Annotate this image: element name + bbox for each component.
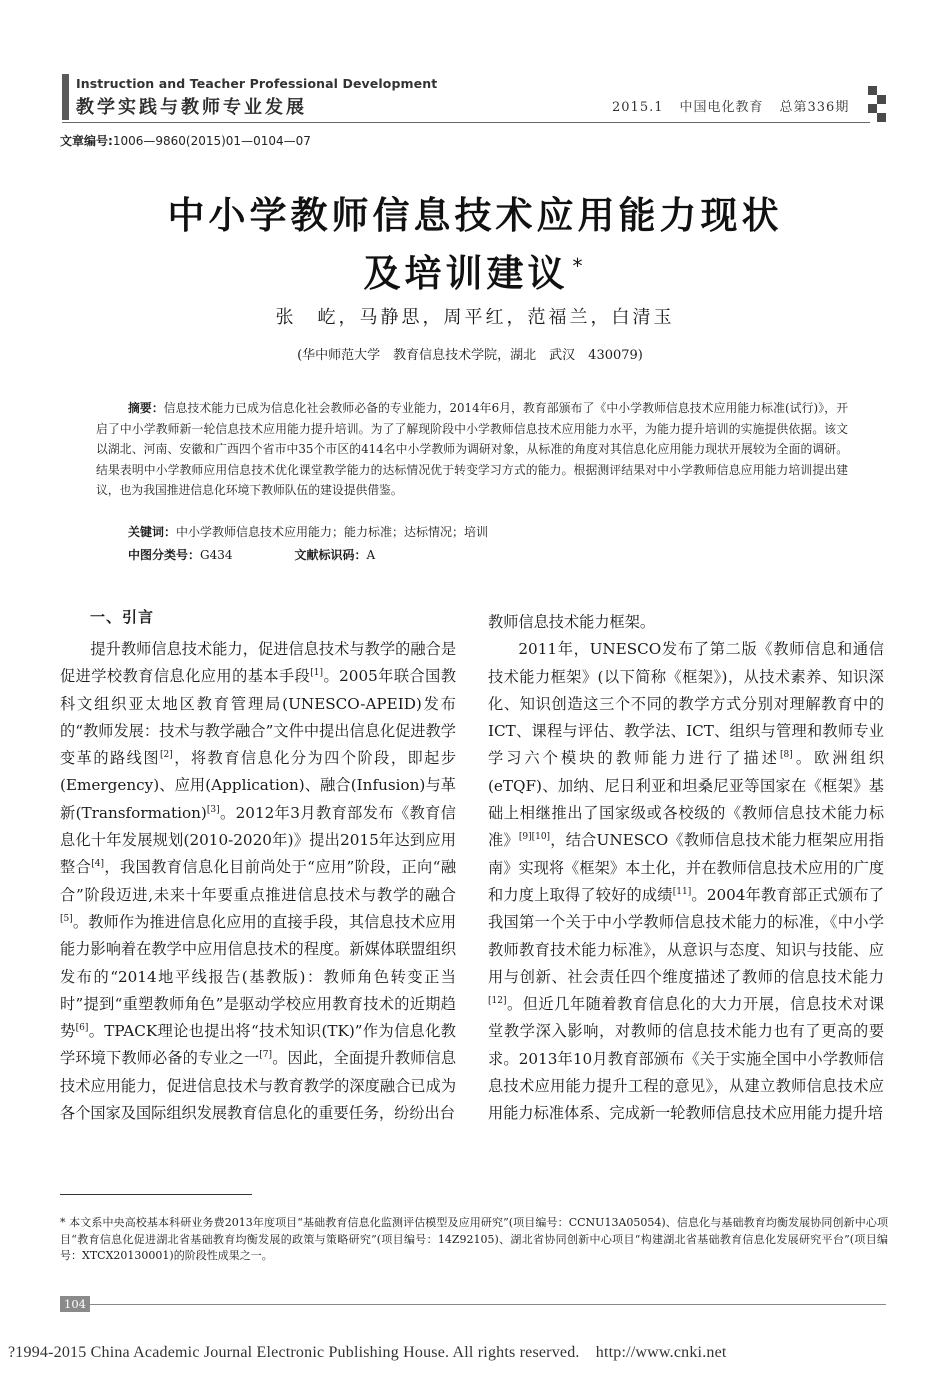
citation[interactable]: [11] (672, 886, 692, 897)
citation[interactable]: [6] (75, 1023, 89, 1034)
abstract-text: 信息技术能力已成为信息化社会教师必备的专业能力，2014年6月，教育部颁布了《中小学教师信息技术应用能力标准(试行)》，开启了中小学教师新一轮信息技术应用能力提升培训。为了了解现阶段中小学教师信息技术应用能力水平，为能力提升培训的实施提供依据。该文以湖北、河南、安徽和广西四个省市中35个市区的414名中小学教师为调研对象，从标准的角度对其信息化应用能力现状开展较为全面的调研。结果表明中小学教师应用信息技术优化课堂教学能力的达标情况优于转变学习方式的能力。根据测评结果对中小学教师信息应用能力培训提出建议，也为我国推进信息化环境下教师队伍的建设提供借鉴。 (96, 401, 848, 498)
keywords-text: 中小学教师信息技术应用能力；能力标准；达标情况；培训 (176, 525, 489, 539)
doc-code-value: A (366, 548, 376, 562)
issue-info (612, 96, 865, 115)
abstract (96, 398, 848, 501)
abstract-label: 摘要： (128, 401, 164, 415)
page-number: 104 (60, 1296, 90, 1312)
body-right-column (488, 609, 884, 1128)
citation[interactable]: [1] (310, 668, 324, 679)
journal-section-cn: 教学实践与教师专业发展 (76, 97, 307, 118)
citation[interactable]: [2] (159, 750, 173, 761)
footer-rule (90, 1304, 886, 1305)
title-footnote-marker: * (572, 253, 587, 278)
total-issue: 总第336期 (779, 100, 850, 115)
article-title-line1: 中小学教师信息技术应用能力现状 (167, 194, 783, 237)
copyright-notice: ?1994-2015 China Academic Journal Electronic Publishing House. All rights reserved. http://www.cnki.net (8, 1344, 727, 1361)
citation[interactable]: [12] (488, 996, 507, 1007)
citation[interactable]: [7] (259, 1050, 273, 1061)
paragraph-continuation: 教师信息技术能力框架。 (488, 613, 656, 631)
doc-code-label: 文献标识码： (294, 548, 367, 562)
article-number-label: 文章编号: (60, 134, 113, 148)
magazine-name: 中国电化教育 (679, 100, 764, 115)
header-rule (62, 122, 870, 123)
citation[interactable]: [5] (60, 913, 73, 924)
citation[interactable]: [4] (91, 859, 104, 870)
footnote-rule (60, 1194, 252, 1195)
article-title-line2-text: 及培训建议 (363, 252, 569, 295)
header-accent-bar (62, 74, 69, 120)
classification (128, 546, 375, 563)
checker-decoration (868, 86, 886, 122)
authors: 张 屹，马静思，周平红，范福兰，白清玉 (275, 307, 675, 328)
clc-value: G434 (200, 548, 233, 562)
section-heading-intro: 一、引言 (90, 608, 155, 626)
keywords-label: 关键词： (128, 525, 177, 539)
keywords (128, 523, 488, 540)
citation[interactable]: [9][10] (518, 832, 551, 843)
citation[interactable]: [3] (206, 804, 220, 815)
affiliation: (华中师范大学 教育信息技术学院，湖北 武汉 430079) (297, 348, 643, 363)
article-title-line2 (0, 243, 950, 297)
body-left-column (60, 636, 456, 1127)
article-number (60, 132, 311, 149)
clc-label: 中图分类号： (128, 548, 201, 562)
issue-date: 2015.1 (612, 100, 664, 115)
article-number-value: 1006—9860(2015)01—0104—07 (112, 134, 311, 148)
paragraph: 2011年，UNESCO发布了第二版《教师信息和通信技术能力框架》(以下简称《框架》)，从技术素养、知识深化、知识创造这三个不同的教学方式分别对理解教育中的ICT、课程与评估、教学法、ICT、组织与管理和教师专业学习六个模块的教师能力进行了描述[8]。欧洲组织(eTQF)、加纳、尼日利亚和坦桑尼亚等国家在《框架》基础上相继推出了国家级或各校级的《教师信息技术能力标准》[9][10]，结合UNESCO《教师信息技术能力框架应用指南》实现将《框架》本土化，并在教师信息技术应用的广度和力度上取得了较好的成绩[11]。2004年教育部正式颁布了我国第一个关于中小学教师信息技术能力的标准，《中小学教师教育技术能力标准》，从意识与态度、知识与技能、应用与创新、社会责任四个维度描述了教师的信息技术能力[12]。但近几年随着教育信息化的大力开展，信息技术对课堂教学深入影响，对教师的信息技术能力也有了更高的要求。2013年10月教育部颁布《关于实施全国中小学教师信息技术应用能力提升工程的意见》，从建立教师信息技术应用能力标准体系、完成新一轮教师信息技术应用能力提升培 (488, 640, 885, 1123)
funding-footnote: * 本文系中央高校基本科研业务费2013年度项目“基础教育信息化监测评估模型及应用研究”(项目编号：CCNU13A05054)、信息化与基础教育均衡发展协同创新中心项目“教育信息化促进湖北省基础教育均衡发展的政策与策略研究”(项目编号：14Z92105)、湖北省协同创新中心项目“构建湖北省基础教育信息化发展研究平台”(项目编号：XTCX20130001)的阶段性成果之一。 (60, 1216, 888, 1262)
paragraph: 提升教师信息技术能力，促进信息技术与教学的融合是促进学校教育信息化应用的基本手段[1]。2005年联合国教科文组织亚太地区教育管理局(UNESCO-APEID)发布的“教师发展：技术与教学融合”文件中提出信息化促进教学变革的路线图[2]，将教育信息化分为四个阶段，即起步(Emergency)、应用(Application)、融合(Infusion)与革新(Transformation)[3]。2012年3月教育部发布《教育信息化十年发展规划(2010-2020年)》提出2015年达到应用整合[4]，我国教育信息化目前尚处于“应用”阶段，正向“融合”阶段迈进,未来十年要重点推进信息技术与教学的融合[5]。教师作为推进信息化应用的直接手段，其信息技术应用能力影响着在教学中应用信息技术的程度。新媒体联盟组织发布的“2014地平线报告(基教版)：教师角色转变正当时”提到“重塑教师角色”是驱动学校应用教育技术的近期趋势[6]。TPACK理论也提出将“技术知识(TK)”作为信息化教学环境下教师必备的专业之一[7]。因此，全面提升教师信息技术应用能力，促进信息技术与教育教学的深度融合已成为各个国家及国际组织发展教育信息化的重要任务，纷纷出台 (60, 640, 457, 1123)
citation[interactable]: [8] (780, 750, 793, 761)
journal-section-en: Instruction and Teacher Professional Development (76, 76, 438, 91)
